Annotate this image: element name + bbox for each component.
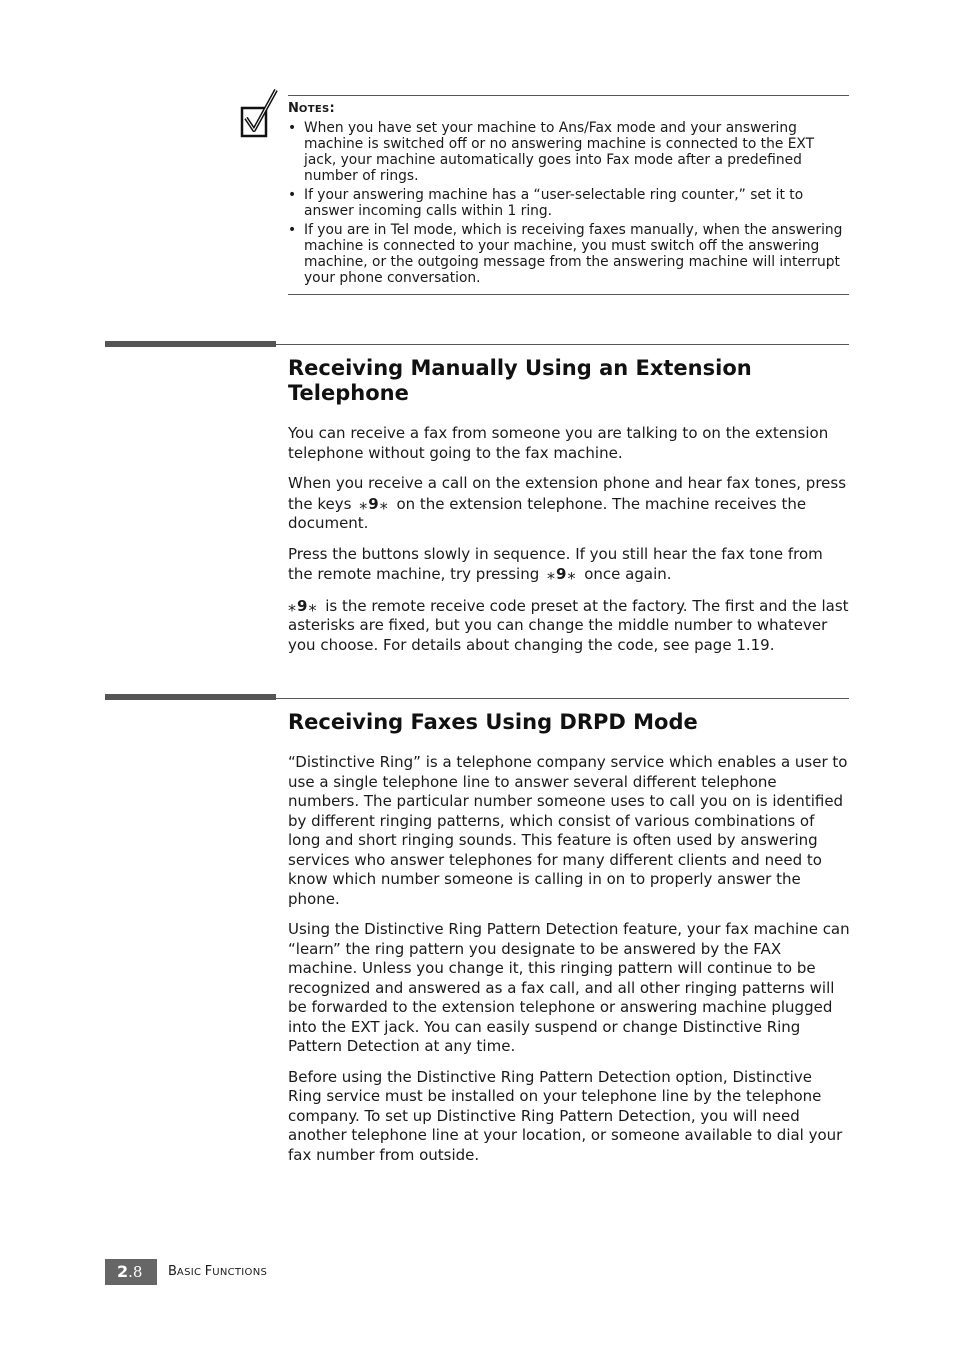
section-heading: [288, 710, 828, 735]
paragraph: “Distinctive Ring” is a telephone company service which enables a user to use a single telephone line to answer several different telephone numbers. The particular number someone uses to call you on is identified by different ringing patterns, which consist of various combinations of long and short ringing sounds. This feature is often used by answering services who answer telephones for many different clients and need to know which number someone is calling in on to properly answer the phone.: [288, 753, 848, 908]
section-divider-line: [276, 344, 849, 345]
notes-list: [288, 120, 848, 289]
section2-title: Receiving Faxes Using DRPD Mode: [288, 710, 698, 734]
paragraph: Before using the Distinctive Ring Pattern Detection option, Distinctive Ring service must be installed on your telephone line by the telephone company. To set up Distinctive Ring Pattern Detection, you will need another telephone line at your location, or someone available to dial your fax number from outside.: [288, 1067, 843, 1164]
page-number: 2.8: [105, 1259, 157, 1285]
notes-item: • When you have set your machine to Ans/Fax mode and your answering machine is switched off or no answering machine is connected to the EXT jack, your machine automatically goes into Fax mode after a predefined number of rings.: [288, 120, 848, 184]
remote-code-key: ⁎9⁎: [547, 564, 577, 583]
paragraph: ⁎9⁎ is the remote receive code preset at the factory. The first and the last asterisks are fixed, but you can change the middle number to whatever you choose. For details about changing the code, see page 1.19.: [288, 595, 849, 654]
section2-body: [288, 753, 850, 1176]
remote-code-key: ⁎9⁎: [359, 493, 389, 513]
paragraph: When you receive a call on the extension phone and hear fax tones, press the keys ⁎9⁎ on the extension telephone. The machine receives the document.: [288, 474, 847, 532]
section-heading: [288, 356, 828, 406]
section-divider-bar: [105, 694, 276, 700]
section1-title: Receiving Manually Using an Extension Telephone: [288, 356, 752, 405]
notes-item: • If your answering machine has a “user-selectable ring counter,” set it to answer incoming calls within 1 ring.: [288, 187, 848, 219]
section-divider-line: [276, 698, 849, 699]
section-divider-bar: [105, 341, 276, 347]
checkmark-note-icon: [240, 88, 280, 140]
section1-body: [288, 424, 850, 666]
notes-item: • If you are in Tel mode, which is receiving faxes manually, when the answering machine is connected to your machine, you must switch off the answering machine, or the outgoing message from the answering machine will interrupt your phone conversation.: [288, 222, 848, 286]
chapter-label: BASIC FUNCTIONS: [168, 1264, 268, 1279]
paragraph: You can receive a fax from someone you are talking to on the extension telephone without going to the fax machine.: [288, 424, 829, 462]
notes-bottom-rule: [288, 294, 849, 295]
paragraph: Press the buttons slowly in sequence. If you still hear the fax tone from the remote machine, try pressing ⁎9⁎ once again.: [288, 544, 823, 583]
paragraph: Using the Distinctive Ring Pattern Detection feature, your fax machine can “learn” the ring pattern you designate to be answered by the FAX machine. Unless you change it, this ringing pattern will continue to be recognized and answered as a fax call, and all other ringing patterns will be forwarded to the extension telephone or answering machine plugged into the EXT jack. You can easily suspend or change Distinctive Ring Pattern Detection at any time.: [288, 920, 850, 1055]
notes-top-rule: [288, 95, 849, 96]
notes-title: NOTES:: [288, 101, 335, 116]
remote-code-key: ⁎9⁎: [288, 595, 318, 615]
